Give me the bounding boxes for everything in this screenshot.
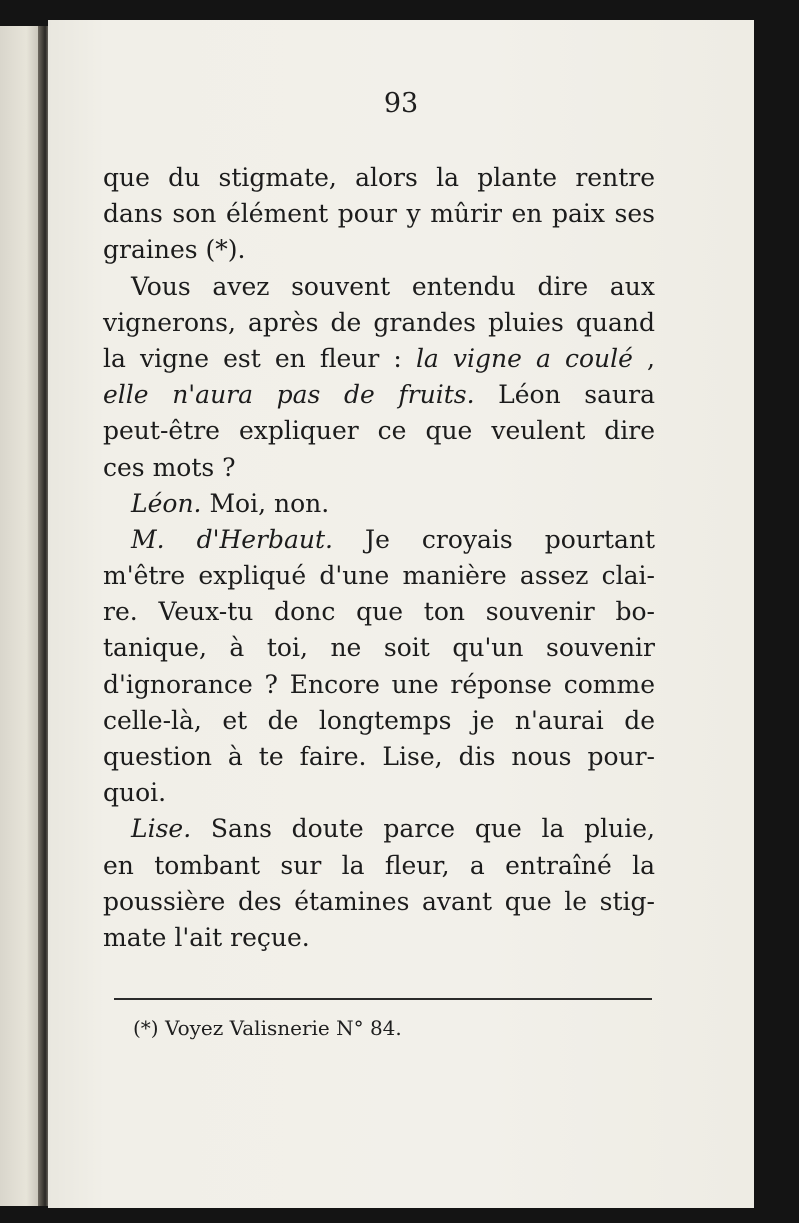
text-line: re. Veux-tu donc que ton souvenir bo- <box>103 597 655 627</box>
text-run: Sans doute parce que la pluie, <box>191 814 655 844</box>
text-run: Moi, non. <box>201 488 330 518</box>
text-line: Vous avez souvent entendu dire aux <box>131 271 655 301</box>
text-line: peut-être expliquer ce que veulent dire <box>103 416 655 446</box>
text-line <box>103 811 655 847</box>
text-line: mate l'ait reçue. <box>103 922 310 952</box>
speaker-name: Léon. <box>131 488 202 518</box>
text-run: , <box>632 343 655 373</box>
text-line: quoi. <box>103 778 167 808</box>
text-run: Léon saura <box>474 380 655 410</box>
text-line: ces mots ? <box>103 452 236 482</box>
text-line: tanique, à toi, ne soit qu'un souvenir <box>103 633 655 663</box>
text-line <box>103 341 655 377</box>
text-line: vignerons, après de grandes pluies quand <box>103 307 655 337</box>
page-number: 93 <box>383 88 419 119</box>
text-line: m'être expliqué d'une manière assez clai- <box>103 561 655 591</box>
footnote-rule <box>114 998 652 1000</box>
text-line: que du stigmate, alors la plante rentre <box>103 163 655 192</box>
text-line: graines (*). <box>103 235 246 265</box>
body-text <box>103 160 655 956</box>
text-line <box>103 522 655 558</box>
text-line <box>103 377 655 413</box>
book-page <box>48 20 754 1208</box>
speaker-name: M. d'Herbaut. <box>131 524 334 554</box>
text-run: Je croyais pourtant <box>333 524 655 554</box>
text-line: question à te faire. Lise, dis nous pour- <box>103 742 655 771</box>
text-run: la vigne est en fleur : <box>103 343 416 373</box>
text-line: poussière des étamines avant que le stig- <box>103 886 655 916</box>
italic-quote: elle n'aura pas de fruits. <box>103 380 475 410</box>
footnote: (*) Voyez Valisnerie N° 84. <box>133 1016 402 1040</box>
italic-quote: la vigne a coulé <box>415 343 633 373</box>
text-line: en tombant sur la fleur, a entraîné la <box>103 850 655 880</box>
speaker-name: Lise. <box>131 814 192 844</box>
text-line: celle-là, et de longtemps je n'aurai de <box>103 705 655 735</box>
text-line: dans son élément pour y mûrir en paix ses <box>103 199 655 229</box>
text-line <box>103 486 655 522</box>
text-line: d'ignorance ? Encore une réponse comme <box>103 669 655 699</box>
